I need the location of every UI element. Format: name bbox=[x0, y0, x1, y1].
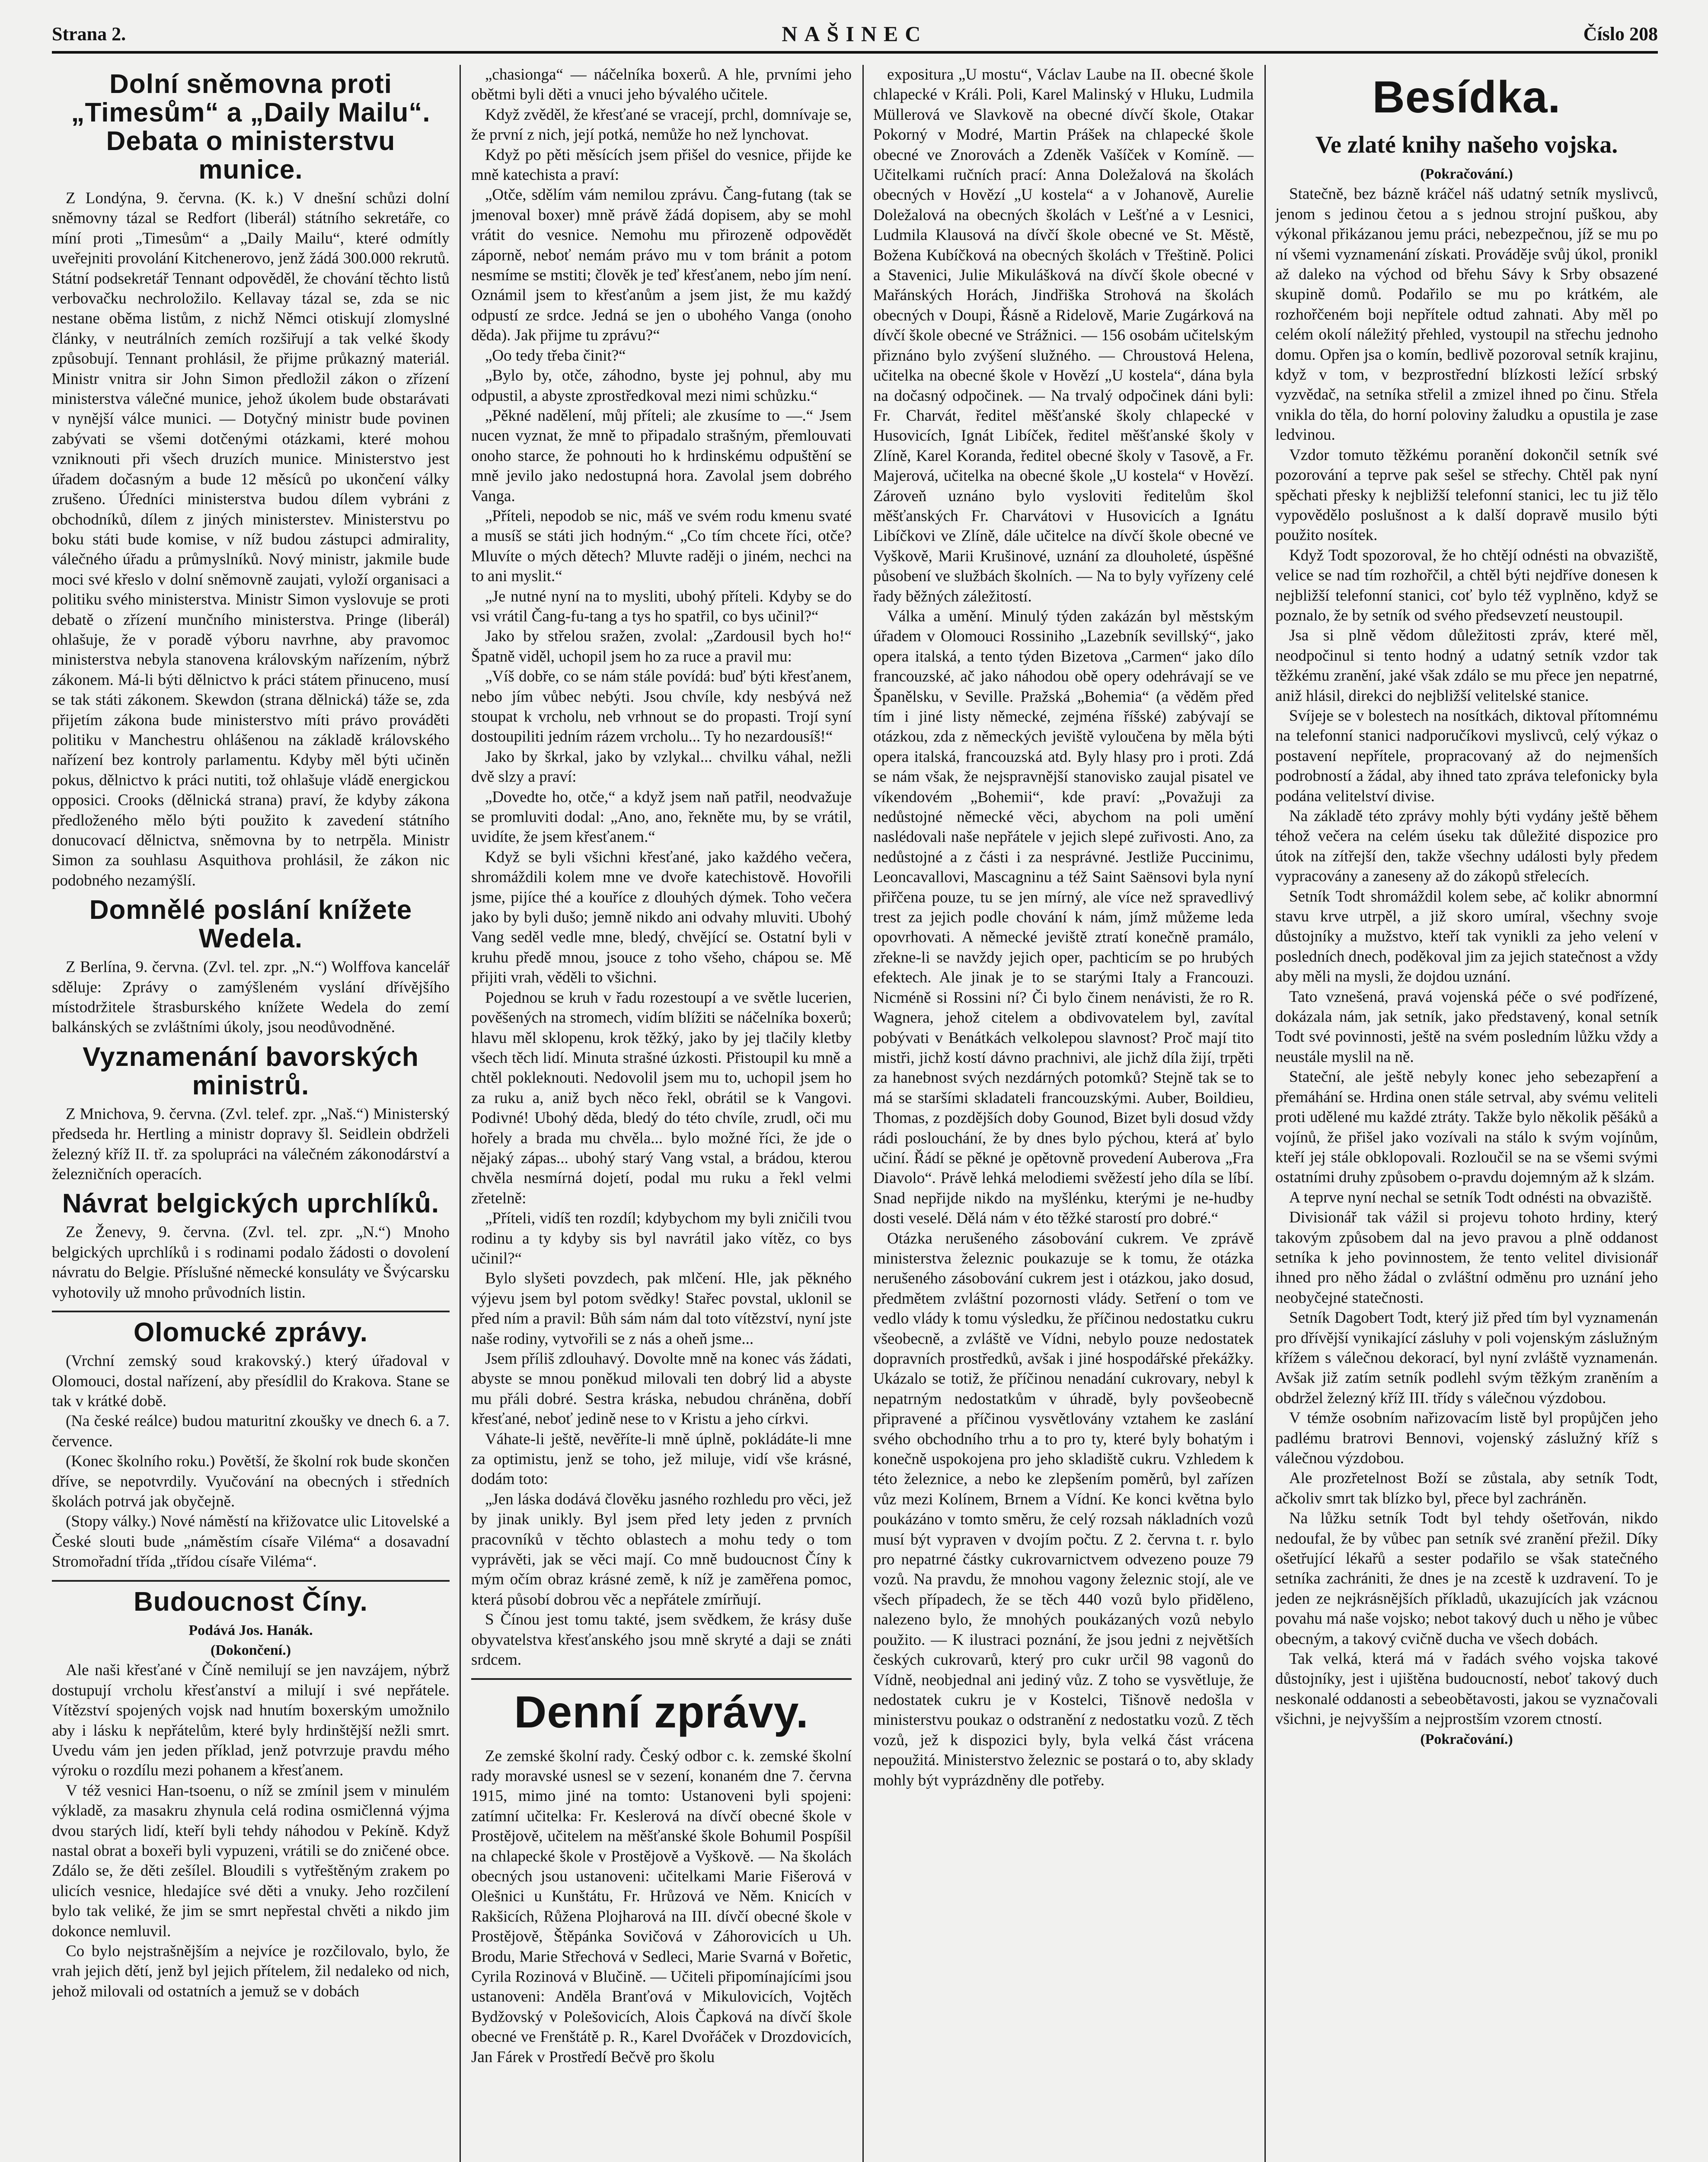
article-paragraph: Když se byli všichni křesťané, jako každého večera, shromáždili kolem mne ve dvoře katechistově. Hovořili jsme, pijíce thé a kouříce z dlouhých dýmek. Toho večera jako by byli dušo; jemně nikdo ani odvahy mluviti. Ubohý Vang seděl vedle mne, bledý, chvějící se. Ostatní byli v kruhu předě mnou, jsouce z toho všeho, chápou se. Mě přijiti vrah, věděli to všichni. bbox=[471, 848, 852, 987]
headline: Denní zprávy. bbox=[514, 1687, 809, 1737]
article-paragraph: „Dovedte ho, otče,“ a když jsem naň patřil, neodvažuje se promluviti dodal: „Ano, ano, řekněte mu, by se vrátil, uvidíte, že jsem křesťanem.“ bbox=[471, 788, 852, 846]
article-paragraph: Z Londýna, 9. června. (K. k.) V dnešní schůzi dolní sněmovny tázal se Redfort (liberál) státního sekretáře, co míní proti „Timesům“ a „Daily Mailu“, které odmítly uveřejniti provolání Kitchenerovo, jenž žádá 300.000 rekrutů. Státní podsekretář Tennant odpověděl, že chování těchto listů verbovačku nechroložilo. Kellavay tázal se, zda se nic nestane oběma listům, z nichž Němci otiskují zlomyslné články, v neutrálních zemích rozšiřují a tak velké škody způsobují. Tennant prohlásil, že přijme průkazný materiál. Ministr vnitra sir John Simon předložil zákon o zřízení ministerstva válečné munice, jehož úkolem bude obstarávati v nynější válce munici. — Dotyčný ministr bude povinen zabývati se všemi dotčenými otázkami, které mohou vzniknouti při všech druzích munice. Ministerstvo jest úřadem dočasným a bude 12 měsíců po ukončení války zrušeno. Úředníci ministerstva budou dílem vybráni z obchodníků, dílem z jiných ministerstev. Ministerstvu po boku státi bude komise, v níž budou zástupci admirality, válečného úřadu a průmyslníků. Nový ministr, jakmile bude moci své křeslo v dolní sněmovně zaujati, vyloží organisaci a politiku svého ministerstva. Ministr Simon vyslovuje se proti debatě o zřízení munčního ministerstva. Pringe (liberál) ohlašuje, že v poradě výboru navrhne, aby pravomoc ministerstva nebyla stanovena královským nařízením, nýbrž zákonem. Má-li býti dělnictvo k práci státem přinuceno, musí se tak státi zákonem. Skewdon (strana dělnická) táže se, zda přijetím zákona bude ministerstvo míti právo prováděti politiku v Manchestru ohlášenou na základě královského nařízení bez kontroly parlamentu. Kdyby měl býti učiněn pokus, dělnictvo k práci nutiti, tož ohlašuje vládě energickou opposici. Crooks (dělnická strana) praví, že kdyby zákona předloženého mělo býti použito k zavedení státního donucovací dělnictva, sněmovna by to netrpěla. Ministr Simon za souhlasu Asquithova prohlásil, že zákon nic podobného nezamýšlí. bbox=[52, 189, 450, 889]
article-paragraph: (Vrchní zemský soud krakovský.) který úřadoval v Olomouci, dostal nařízení, aby přesídlil do Krakova. Stane se tak v krátké době. bbox=[52, 1352, 450, 1410]
headline: Vyznamenání bavorských ministrů. bbox=[83, 1042, 419, 1100]
article-paragraph: Otázka nerušeného zásobování cukrem. Ve zprávě ministerstva železnic poukazuje se k tomu, že otázka nerušeného zásobování cukrem jest i otázkou, jako dosud, předmětem zvláštní pozornosti vlády. Setření o tom ve vedlo vlády k tomu výsledku, že příčinou nedostatku cukru všeobecně, a zvláště ve Vídni, nebylo pouze nedostatek dopravních prostředků, avšak i jiné hospodářské překážky. Ukázalo se totiž, že příčinou nenadání cukrovary, nebyl k nepatrným nedostatkům v úhradě, byly povšeobecně připravené a příčinou vysvětlovány vztahem ke zaslání svého obchodního trhu a to pro ty, které byly bohatým i konečně uspokojena pro jeho skladiště cukru. Vzhledem k této železnice, a nebo ke zlepšením poměrů, byl zařízen vůz mezi Kolínem, Brnem a Vídní. Ke konci května bylo poukázáno v tomto směru, že celý rozsah nákladních vozů musí být vypraven v dvojím počtu. Z 2. června t. r. bylo pro nepatrné částky cukrovarnictvem odvezeno pouze 79 vozů. Na pravdu, že mnohou vagony železnic stojí, ale ve všech případech, že se těch 440 vozů bylo přiděleno, nalezeno bylo, že mnohých poukázaných vozů nebylo použito. — K ilustraci poznání, že jsou jedni z největších českých cukrovarů, který pro cukr určil 98 vagonů do Vídně, neobjednal ani jediný vůz. Z toho se vysvětluje, že nedostatek cukru je v Kostelci, Tišnově nedošla v ministerstvu poukaz o odstranění z nedostatku vozů. Z těch vozů, jež k dispozici byly, byla velká část vrácena nepoužitá. Ministerstvo železnic se postará o to, aby sklady mohly být vyprázdněny dle potřeby. bbox=[873, 1229, 1254, 1789]
column-divider bbox=[460, 65, 461, 2162]
masthead-title: NAŠINEC bbox=[782, 22, 928, 46]
article-paragraph: Stateční, ale ještě nebyly konec jeho sebezapření a přemáhání se. Hrdina onen stále setrval, aby svému veliteli proti udělené mu každé ztráty. Takže bylo několik pěšáků a vojínů, že přišel jako vozívali na stálo k svým vojínům, kteří jej stále obklopovali. Rozloučil se na se všemi svými ostatními druhy způsobem o-pravdu dojemným až k slzám. bbox=[1275, 1068, 1658, 1187]
article-paragraph: Válka a umění. Minulý týden zakázán byl městským úřadem v Olomouci Rossiniho „Lazebník sevillský“, jako opera italská, a tento týden Bizetova „Carmen“ jako dílo francouzské, ač jako náhodou obě opery odehrávají se ve Španělsku, v Seville. Pražská „Bohemia“ (a věděm před tím i jiné listy německé, zejména říšské) zabývají se otázkou, zda z německých jeviště vyloučena by měla býti opera italská, francouzská atd. Byly hlasy pro i proti. Zdá se nám však, že nejspravnější stanovisko zaujal pisatel ve víkendovém „Bohemii“, kde praví: „Považuji za nedůstojné německé věci, abychom na poli umění naslédovali naše nepřátele v jejich slepé zuřivosti. Ano, za nedůstojné a z části i za nesprávné. Jestliže Puccinimu, Leoncavallovi, Mascagninu a též Saint Saënsovi byla nyní přiřčena pouze, tu se jen mírný, ale více než spravedlivý trest za jejich podle chování k nám, jímž můžeme leda opovrhovati. A německé jeviště ztratí konečně pramálo, zřekne-li se navždy jejich oper, pachticím se po hrubých efektech. Ale jinak je to se starými Italy a Francouzi. Nicméně si Rossini ní? Či bylo činem nenávisti, že ro R. Wagnera, jehož citelem a obdivovatelem byl, zavítal pobývati v Benátkách velkolepou slavnost? Proč mají tito mistři, jichž kostí dávno prachnivi, ale jichž díla žijí, trpěti za hanebnost svých nezdárných potomků? Stejně tak se to má se staršími skladateli francouzskými. Auber, Boildieu, Thomas, z pozdějších doby Gounod, Bizet byli dosud vždy rádi poslouchání, že by dnes bylo pýchou, která ať bylo učiní. Řádí se pěkné je opětovně provedení Auberova „Fra Diavolo“. Právě lehká melodiemi svěžestí jeho díla se líbí. Snad nepřijde nikdo na myšlénku, kterými je ne-hudby dosti veselé. Dělá nám v éto těžké starostí pro dobré.“ bbox=[873, 607, 1254, 1228]
article-paragraph: Pojednou se kruh v řadu rozestoupí a ve světle lucerien, pověšených na stromech, vidím blížiti se náčelníka boxerů; hlavu měl sklopenu, krok těžký, jako by jej tlačily kletby všech těch lidí. Minuta strašné úzkosti. Přistoupil ku mně a chtěl pokleknouti. Nedovolil jsem mu to, uchopil jsem ho za ruku a, aniž bych něco řekl, obrátil se k Vangovi. Podivné! Ubohý děda, bledý do této chvíle, zrudl, oči mu hořely a brada mu chvěla... bylo možné říci, že jde o nějaký zápas... ubohý starý Vang vstal, a brádou, kterou chvěla nesmírná dojetí, podal mu ruku a řekl velmi zřetelně: bbox=[471, 988, 852, 1207]
article-paragraph: Setník Dagobert Todt, který již před tím byl vyznamenán pro dřívější vynikající zásluhy v poli vojenským záslužným křížem s válečnou dekorací, byl nyní zvláště vyznamenán. Avšak již zatím setník podlehl svým těžkým zraněním a obdržel železný kříž III. třídy s válečnou výzdobou. bbox=[1275, 1309, 1658, 1407]
article-paragraph: Na základě této zprávy mohly býti vydány ještě během téhož večera na celém úseku tak důležité dispozice pro útok na zítřejší den, takže všechny události byly předem vypracovány a zaneseny až do zákopů střelecích. bbox=[1275, 807, 1658, 886]
article-paragraph: (Stopy války.) Nové náměstí na křižovatce ulic Litovelské a České slouti bude „náměstím císaře Viléma“ a dosavadní Stromořadní třída „třídou císaře Viléma“. bbox=[52, 1513, 450, 1571]
article-paragraph: Jsa si plně vědom důležitosti zpráv, které měl, neodpočinul si tento hodný a udatný setník vzdor tak těžkému zranění, jaké však zdálo se mu přece jen nepatrné, aniž hlásil, direkci do nejbližší velitelské stanice. bbox=[1275, 627, 1658, 705]
headline: Besídka. bbox=[1372, 72, 1561, 122]
article-paragraph: Ale naši křesťané v Číně nemilují se jen navzájem, nýbrž dostupují vrcholu křesťanství a milují i své nepřátele. Vítězství spojených vojsk nad hnutím boxerským umožnilo aby i lásku k nepřátelům, které byly hrdinštější nežli smrt. Uvedu vám jen jeden příklad, jenž potvrzuje pravdu mého výroku o rozdílu mezi pohanem a křesťanem. bbox=[52, 1661, 450, 1780]
article-paragraph: Tak velká, která má v řadách svého vojska takové důstojníky, jest i ujištěna budoucností, neboť takový duch neskonalé oddanosti a sebeobětavosti, jakou se vyznačovali všichni, je nejvyšším a nejprostším vzorem ctností. bbox=[1275, 1650, 1658, 1728]
section-rule bbox=[52, 1580, 450, 1582]
article-paragraph: expositura „U mostu“, Václav Laube na II. obecné škole chlapecké v Králi. Poli, Karel Malinský v Hluku, Ludmila Müllerová ve Slavkově na obecné dívčí škole, Otakar Pokorný v Modré, Martin Prášek na chlapecké škole obecné ve Znorovách a Zdeněk Vašíček v Komíně. — Učitelkami ručních prací: Anna Doležalová na školách obecných v Hovězí „U kostela“ a v Johanově, Aurelie Doležalová na obecných školách v Lešťné a v Lesnici, Ludmila Klausová na dívčí škole obecné ve St. Městě, Božena Kubíčková na obecných školách v Třeštině. Polici a Stavenici, Julie Mikulášková na dívčí škole obecné v Mařánských Horách, Jindřiška Strohová na školách obecných v Doupi, Řásně a Ridelově, Marie Zugárková na dívčí škole obecné ve Strážnici. — 156 osobám učitelským přiznáno bylo zvýšení služného. — Chroustová Helena, učitelka na obecné škole v Hovězí „U kostela“, dána byla na dočasný odpočinek. — Na trvalý odpočinek dáni byli: Fr. Charvát, ředitel měšťanské školy chlapecké v Husovicích, Ignát Libíček, ředitel měšťanské školy v Zlíně, Karel Koranda, ředitel obecné školy v Tasově, a Fr. Majerová, učitelka na obecné škole „U kostela“ v Hovězí. Zároveň uznáno bylo vysloviti ředitelům škol měšťanských Fr. Charvátovi v Husovicích a Ignátu Libíčkovi ve Zlíně, dále učitelce na dívčí škole obecné ve Vyškově, Marii Krušinové, uznání za dlouholeté, úspěšné působení ve službách školních. — Na to byly vyřízeny celé řady běžných záležitostí. bbox=[873, 66, 1254, 605]
article-paragraph: „Příteli, nepodob se nic, máš ve svém rodu kmenu svaté a musíš se státi jich hodným.“ „Co tím chcete říci, otče? Mluvíte o mých dětech? Mluvte raději o jiném, nechci na to ani myslit.“ bbox=[471, 507, 852, 585]
article-paragraph: Setník Todt shromáždil kolem sebe, ač kolikr abnormní stavu krve utrpěl, a již skoro umíral, všechny svoje důstojníky a mužstvo, kteří tak vynikli za jeho velení v posledních dnech, poděkoval jim za jejich statečnost a vždy aby měli na mysli, že dojdou uznání. bbox=[1275, 887, 1658, 986]
article-paragraph: Vzdor tomuto těžkému poranění dokončil setník své pozorování a teprve pak sešel se střechy. Chtěl pak nyní spěchati přesky k nejbližší telefonní stanici, lec tu již tělo vypovědělo poslušnost a k další dopravě musilo býti použito nosítek. bbox=[1275, 446, 1658, 544]
article-paragraph: Jsem příliš zdlouhavý. Dovolte mně na konec vás žádati, abyste se mnou poněkud milovali ten dobrý lid a abyste mu přáli dobré. Sestra kráska, nebudou chráněna, dobří křesťané, neboť jedině nese to v Kristu a jeho církvi. bbox=[471, 1350, 852, 1428]
article-paragraph: „Bylo by, otče, záhodno, byste jej pohnul, aby mu odpustil, a abyste zprostředkoval mezi nimi schůzku.“ bbox=[471, 367, 852, 405]
article-paragraph: Na lůžku setník Todt byl tehdy ošetřován, nikdo nedoufal, že by vůbec pan setník své zranění přežil. Díky ošetřující lékařů a sester podařilo se však statečného setníka zachrániti, že dnes je na zcestě k uzdravení. To je jeden ze nejkrásnějších příkladů, ukazujících jak vzácnou povahu má naše vojsko; nebot takový duch u něho je vůbec obecným, a takový cvičně ducha ve všech dobách. bbox=[1275, 1510, 1658, 1648]
subheadline: Ve zlaté knihy našeho vojska. bbox=[1315, 131, 1618, 158]
article-paragraph: „Oo tedy třeba činit?“ bbox=[485, 346, 626, 365]
article-paragraph: V témže osobním nařizovacím listě byl propůjčen jeho padlému bratrovi Bennovi, vojenský záslužný kříž s válečnou výzdobou. bbox=[1275, 1409, 1658, 1467]
section-rule bbox=[52, 1311, 450, 1312]
article-paragraph: „Je nutné nyní na to mysliti, ubohý příteli. Kdyby se do vsi vrátil Čang-fu-tang a tys ho spatřil, co bys učinil?“ bbox=[471, 587, 852, 625]
article-paragraph: Co bylo nejstrašnějším a nejvíce je rozčilovalo, bylo, že vrah jejich dětí, jenž byl jejich přítelem, žil nedaleko od nich, jehož milovali od ostatních a jemuž se v dobách bbox=[52, 1942, 450, 2000]
column-4 bbox=[1275, 65, 1658, 2162]
article-paragraph: Bylo slyšeti povzdech, pak mlčení. Hle, jak pěkného výjevu jsem byl potom svědky! Stařec povstal, uklonil se před ním a pravil: Bůh sám nám dal toto vítězství, nyní jste naše rodiny, vytvořili se z nás a oheň jsme... bbox=[471, 1270, 852, 1348]
article-paragraph: (Konec školního roku.) Povětší, že školní rok bude skončen dříve, se nepotvrdily. Vyučování na obecných i středních školách potrvá jak obyčejně. bbox=[52, 1452, 450, 1510]
column-divider bbox=[1264, 65, 1266, 2162]
byline: (Pokračování.) bbox=[1420, 166, 1513, 182]
issue-number: Číslo 208 bbox=[1583, 23, 1658, 45]
article-paragraph: Z Mnichova, 9. června. (Zvl. telef. zpr. „Naš.“) Ministerský předseda hr. Hertling a ministr dopravy šl. Seidlein obdrželi železný kříž II. tř. za spolupráci na válečném zákonodárství a železničních operacích. bbox=[52, 1105, 450, 1183]
article-paragraph: S Čínou jest tomu takté, jsem svědkem, že krásy duše obyvatelstva křesťanského jsou mně skryté a daji se znáti srdcem. bbox=[471, 1611, 852, 1669]
article-paragraph: „Pěkné nadělení, můj příteli; ale zkusíme to —.“ Jsem nucen vyznat, že mně to připadalo strašným, přemlouvati onoho starce, že pohnouti ho k hrdinskému odpuštění se mně jevilo jako nedostupná hora. Zavolal jsem dobrého Vanga. bbox=[471, 406, 852, 505]
column-divider bbox=[862, 65, 864, 2162]
article-paragraph: (Na české reálce) budou maturitní zkoušky ve dnech 6. a 7. července. bbox=[52, 1412, 450, 1450]
article-paragraph: „Víš dobře, co se nám stále povídá: buď býti křesťanem, nebo jím vůbec nebýti. Jsou chvíle, kdy nesbývá než stoupat k vrcholu, neb vrhnout se do propasti. Trojí syní dostoupiliti jedním rázem vrcholu... Ty ho nezardousíš!“ bbox=[471, 668, 852, 746]
column-1 bbox=[52, 65, 450, 2162]
byline: (Pokračování.) bbox=[1420, 1731, 1513, 1747]
article-paragraph: Jako by střelou sražen, zvolal: „Zardousil bych ho!“ Špatně viděl, uchopil jsem ho za ruce a pravil mu: bbox=[471, 627, 852, 665]
article-paragraph: V též vesnici Han-tsoenu, o níž se zmínil jsem v minulém výkladě, za masakru zhynula celá rodina osmičlenná výjma dvou starých lidí, kteří byli tehdy náhodou v Pekíně. Když nastal obrat a boxeři byli vypuzeni, vrátili se do zničené obce. Zdálo se, že děti zešílel. Bloudili s vytřeštěným zrakem po ulicích vesnice, hledajíce své děti a vnuky. Jeho rozčilení bylo tak veliké, že jim se smrt nepřestal chvěti a nikdo jim dokonce nemluvil. bbox=[52, 1781, 450, 1940]
page-header bbox=[52, 21, 1658, 47]
article-paragraph: „Příteli, vidíš ten rozdíl; kdybychom my byli zničili tvou rodinu a ty kdyby sis byl navrátil jako vítěz, co bys učinil?“ bbox=[471, 1209, 852, 1267]
article-paragraph: Svíjeje se v bolestech na nosítkách, diktoval přítomnému na telefonní stanici nadporučíkovi myslivců, celý výkaz o postavení nepřítele, propracovaný až do nejmenších podrobností a žádal, aby ihned tato zpráva telefonicky byla podána velitelství divise. bbox=[1275, 707, 1658, 805]
column-2 bbox=[471, 65, 852, 2162]
article-paragraph: Z Berlína, 9. června. (Zvl. tel. zpr. „N.“) Wolffova kancelář sděluje: Zprávy o zamýšleném vyslání dřívějšího místodržitele štrasburského knížete Wedela do zemí balkánských se zvláštními úkoly, jsou neodůvodněné. bbox=[52, 958, 450, 1036]
article-paragraph: A teprve nyní nechal se setník Todt odnésti na obvaziště. bbox=[1289, 1188, 1652, 1206]
article-paragraph: „chasionga“ — náčelníka boxerů. A hle, prvními jeho obětmi byli děti a vnuci jeho bývalého učitele. bbox=[471, 66, 852, 104]
article-paragraph: Váhate-li ještě, nevěříte-li mně úplně, pokládáte-li mne za optimistu, jenž se toho, jež miluje, vidí vše krásné, dodám toto: bbox=[471, 1430, 852, 1488]
article-paragraph: Tato vznešená, pravá vojenská péče o své podřízené, dokázala nám, jak setník, jako představený, konal setník Todt své povinnosti, ještě na svém posledním lůžku vždy a neustále myslil na ně. bbox=[1275, 988, 1658, 1066]
page-number: Strana 2. bbox=[52, 23, 126, 45]
headline: Budoucnost Číny. bbox=[134, 1586, 368, 1617]
headline: Olomucké zprávy. bbox=[133, 1318, 368, 1348]
header-rule bbox=[52, 51, 1658, 54]
article-paragraph: Ze zemské školní rady. Český odbor c. k. zemské školní rady moravské usnesl se v sezení, konaném dne 7. června 1915, mimo jiné na tomto: Ustanoveni byli spojeni: zatímní učitelka: Fr. Keslerová na dívčí obecné škole v Prostějově, učitelem na měšťanské škole Bohumil Pospíšil na chlapecké škole v Prostějově a Vyškově. — Na školách obecných jsou ustanoveni: učitelkami Marie Fišerová v Olešnici u Kunštátu, Fr. Hrůzová ve Něm. Knicích v Rakšicích, Růžena Plojharová na III. dívčí obecné škole v Prostějově, Štěpánka Sovičová v Záhorovicích u Uh. Brodu, Marie Střechová v Sedleci, Marie Svarná v Bořetic, Cyrila Rozinová v Blučině. — Učiteli připomínajícími jsou ustanoveni: Anděla Branťová v Mikulovicích, Vojtěch Bydžovský v Polešovicích, Alois Čapková na dívčí škole obecné ve Frenštátě p. R., Karel Dvořáček v Drozdovicích, Jan Fárek v Prostředí Bečvě pro školu bbox=[471, 1747, 852, 2066]
article-paragraph: Když zvěděl, že křesťané se vracejí, prchl, domnívaje se, že první z nich, její potká, nemůže ho než lynchovat. bbox=[471, 106, 852, 144]
article-paragraph: Ale prozřetelnost Boží se zůstala, aby setník Todt, ačkoliv smrt tak blízko byl, přece byl zachráněn. bbox=[1275, 1469, 1658, 1507]
headline: Návrat belgických uprchlíků. bbox=[62, 1189, 440, 1219]
article-paragraph: Divisionář tak vážil si projevu tohoto hrdiny, který takovým způsobem dal na jevo pravou a plně oddanost setníka k jeho povinnostem, že tento velitel divisionář ihned pro něho žádal o zvláštní odměnu pro uznání jeho neobyčejné statečnosti. bbox=[1275, 1209, 1658, 1307]
article-paragraph: Statečně, bez bázně kráčel náš udatný setník myslivců, jenom s jedinou četou a s jednou strojní puškou, aby výkonal přikázanou jemu práci, nebezpečnou, jíž se mu po ní všemi vyznamenání získati. Prováděje svůj úkol, pronikl až daleko na východ od břehu Sávy k Srby obsazené skupině domů. Podařilo se mu po krátkém, ale rozhořčeném boji nepřítele odtud zahnati. Aby měl po celém okolí náležitý přehled, vystoupil na střechu jednoho domu. Opřen jsa o komín, bedlivě pozoroval setník krajinu, když v tom, v bezprostřední blízkosti ležící srbský vyzvědač, na setníka střelil a zmizel ihned po činu. Střela vnikla do těla, do horní poloviny žaludku a opustila je zase ledvinou. bbox=[1275, 185, 1658, 444]
section-rule bbox=[471, 1678, 852, 1680]
column-3 bbox=[873, 65, 1254, 2162]
article-paragraph: „Otče, sdělím vám nemilou zprávu. Čang-futang (tak se jmenoval boxer) mně právě žádá dopisem, aby se mohl vrátit do vesnice. Nemohu mu přirozeně odpovědět záporně, neboť nemám právo mu v tom bránit a potom nesmíme se mstiti; člověk je teď křesťanem, nebo jím není. Oznámil jsem to křesťanům a jsem jist, že mu každý odpustí ze srdce. Jedná se jen o ubohého Vanga (onoho děda). Jak přijme tu zprávu?“ bbox=[471, 186, 852, 345]
article-paragraph: Jako by škrkal, jako by vzlykal... chvilku váhal, nežli dvě slzy a praví: bbox=[471, 748, 852, 786]
article-paragraph: „Jen láska dodává člověku jasného rozhledu pro věci, jež by jinak unikly. Byl jsem před lety jeden z prvních pracovníků v těchto oblastech a mohu tedy o tom vyprávěti, jak se věci mají. Co mně budoucnost Číny k mým očím obraz krásné země, k níž je zaměřena pomoc, která působí dobrou věc a nepřátele zmírňují. bbox=[471, 1490, 852, 1609]
headline: Domnělé poslání knížete Wedela. bbox=[89, 895, 412, 954]
headline: Dolní sněmovna proti „Timesům“ a „Daily Mailu“. Debata o ministerstvu munice. bbox=[71, 69, 431, 185]
byline: (Dokončení.) bbox=[210, 1642, 291, 1658]
article-paragraph: Když po pěti měsících jsem přišel do vesnice, přijde ke mně katechista a praví: bbox=[471, 146, 852, 184]
article-paragraph: Ze Ženevy, 9. června. (Zvl. tel. zpr. „N.“) Mnoho belgických uprchlíků i s rodinami podalo žádosti o dovolení návratu do Belgie. Příslušné německé konsuláty ve Švýcarsku vyhotovily už mnoho průvodních listin. bbox=[52, 1223, 450, 1302]
article-paragraph: Když Todt spozoroval, že ho chtějí odnésti na obvaziště, velice se nad tím rozhořčil, a chtěl býti nejdříve donesen k nejbližší telefonní stanici, coť bylo též vyplněno, když se poznalo, že by setník od svého předsevzetí neustoupil. bbox=[1275, 546, 1658, 624]
byline: Podává Jos. Hanák. bbox=[188, 1622, 313, 1638]
